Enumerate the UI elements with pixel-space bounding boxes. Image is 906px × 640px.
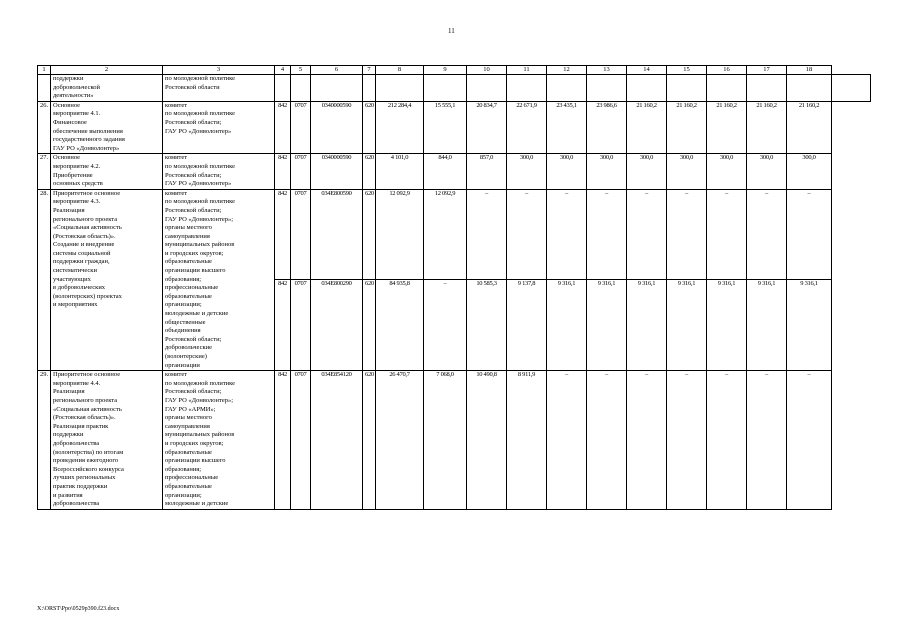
value-cell: 9 316,1 — [587, 280, 627, 371]
value-cell — [747, 75, 787, 102]
value-cell: – — [547, 189, 587, 280]
value-cell: – — [467, 189, 507, 280]
column-header: 17 — [747, 66, 787, 75]
value-cell: 842 — [275, 101, 291, 154]
column-header: 2 — [51, 66, 163, 75]
value-cell: 15 555,1 — [424, 101, 467, 154]
value-cell: 21 160,2 — [747, 101, 787, 154]
value-cell: – — [547, 371, 587, 510]
row-number: 27. — [38, 154, 51, 189]
column-header: 1 — [38, 66, 51, 75]
value-cell: 20 834,7 — [467, 101, 507, 154]
value-cell: 620 — [363, 371, 376, 510]
value-cell: 300,0 — [547, 154, 587, 189]
value-cell: 21 160,2 — [627, 101, 667, 154]
value-cell — [363, 75, 376, 102]
value-cell: – — [747, 371, 787, 510]
value-cell: 034E854120 — [311, 371, 363, 510]
value-cell: 9 316,1 — [707, 280, 747, 371]
table-row — [38, 101, 871, 154]
value-cell: 844,0 — [424, 154, 467, 189]
row-number: 29. — [38, 371, 51, 510]
column-header: 12 — [547, 66, 587, 75]
measure-name: Приоритетное основное мероприятие 4.4. Реализация регионального проекта «Социальная активность (Ростовская область)». Реализация практик поддержки добровольчества (волонтерства) по итогам проведения ежегодного Всероссийского конкурса лучших региональных практик поддержки и развития добровольчества — [51, 371, 163, 510]
executor-cell: по молодежной политике Ростовской области — [163, 75, 275, 102]
table-row — [38, 189, 871, 280]
value-cell: 12 092,9 — [376, 189, 424, 280]
column-header: 14 — [627, 66, 667, 75]
executor-cell: комитет по молодежной политике Ростовской области; ГАУ РО «Донволонтер» — [163, 154, 275, 189]
value-cell: 620 — [363, 189, 376, 280]
value-cell: – — [667, 371, 707, 510]
value-cell — [311, 75, 363, 102]
value-cell: 620 — [363, 280, 376, 371]
table-row — [38, 371, 871, 510]
column-header: 3 — [163, 66, 275, 75]
value-cell: 9 137,8 — [507, 280, 547, 371]
measure-name: Основное мероприятие 4.1. Финансовое обеспечение выполнения государственного задания ГАУ РО «Донволонтер» — [51, 101, 163, 154]
value-cell: 0340000590 — [311, 154, 363, 189]
value-cell: – — [627, 189, 667, 280]
value-cell — [667, 75, 707, 102]
value-cell — [587, 75, 627, 102]
measure-name: поддержки добровольческой деятельности» — [51, 75, 163, 102]
executor-cell: комитет по молодежной политике Ростовской области; ГАУ РО «Донволонтер»; ГАУ РО «АРМИ»; органы местного самоуправления муниципальных районов и городских округов; образовательные организации высшего образования; профессиональные образовательные организации; молодежные и детские — [163, 371, 275, 510]
value-cell — [547, 75, 587, 102]
value-cell: 8 911,9 — [507, 371, 547, 510]
page-number: 11 — [448, 27, 455, 35]
value-cell: 23 986,6 — [587, 101, 627, 154]
value-cell: 212 284,4 — [376, 101, 424, 154]
value-cell: – — [707, 189, 747, 280]
value-cell: 9 316,1 — [627, 280, 667, 371]
column-header: 8 — [376, 66, 424, 75]
value-cell: 9 316,1 — [787, 280, 832, 371]
value-cell: – — [787, 371, 832, 510]
value-cell: 0707 — [291, 280, 311, 371]
value-cell — [376, 75, 424, 102]
value-cell: 300,0 — [707, 154, 747, 189]
value-cell: – — [507, 189, 547, 280]
executor-cell: комитет по молодежной политике Ростовской области; ГАУ РО «Донволонтер» — [163, 101, 275, 154]
value-cell: 0707 — [291, 189, 311, 280]
value-cell: 26 470,7 — [376, 371, 424, 510]
value-cell — [507, 75, 547, 102]
value-cell: 9 316,1 — [547, 280, 587, 371]
value-cell: 84 935,8 — [376, 280, 424, 371]
value-cell: – — [627, 371, 667, 510]
value-cell: – — [707, 371, 747, 510]
value-cell: 034E800590 — [311, 189, 363, 280]
column-header: 18 — [787, 66, 832, 75]
value-cell — [787, 75, 832, 102]
measure-name: Приоритетное основное мероприятие 4.3. Реализация регионального проекта «Социальная активность (Ростовская область)». Создание и внедрение системы социальной поддержки граждан, систематически участвующих в добровольческих (волонтерских) проектах и мероприятиях — [51, 189, 163, 370]
table-row — [38, 75, 871, 102]
column-header: 9 — [424, 66, 467, 75]
value-cell: – — [587, 189, 627, 280]
column-header: 16 — [707, 66, 747, 75]
column-number-row — [38, 66, 871, 75]
value-cell — [275, 75, 291, 102]
value-cell: – — [787, 189, 832, 280]
value-cell: 620 — [363, 101, 376, 154]
value-cell: 300,0 — [667, 154, 707, 189]
value-cell: 0707 — [291, 101, 311, 154]
value-cell: 10 585,3 — [467, 280, 507, 371]
row-number: 26. — [38, 101, 51, 154]
value-cell: 9 316,1 — [667, 280, 707, 371]
value-cell: 7 068,0 — [424, 371, 467, 510]
column-header: 15 — [667, 66, 707, 75]
value-cell: 300,0 — [787, 154, 832, 189]
value-cell: 23 435,1 — [547, 101, 587, 154]
value-cell: 300,0 — [507, 154, 547, 189]
executor-cell: комитет по молодежной политике Ростовской области; ГАУ РО «Донволонтер»; органы местного самоуправления муниципальных районов и городских округов; образовательные организации высшего образования; профессиональные образовательные организации; молодежные и детские общественные объединения Ростовской области; добровольческие (волонтерские) организации — [163, 189, 275, 370]
value-cell: 300,0 — [747, 154, 787, 189]
value-cell: 300,0 — [627, 154, 667, 189]
value-cell: 842 — [275, 154, 291, 189]
value-cell: 12 092,9 — [424, 189, 467, 280]
value-cell — [627, 75, 667, 102]
value-cell: – — [667, 189, 707, 280]
value-cell: 842 — [275, 371, 291, 510]
value-cell: 4 101,0 — [376, 154, 424, 189]
value-cell — [291, 75, 311, 102]
value-cell: – — [424, 280, 467, 371]
table-row — [38, 154, 871, 189]
column-header: 13 — [587, 66, 627, 75]
value-cell — [707, 75, 747, 102]
column-header: 10 — [467, 66, 507, 75]
row-number — [38, 75, 51, 102]
budget-table — [37, 65, 871, 510]
value-cell: 22 671,9 — [507, 101, 547, 154]
column-header: 7 — [363, 66, 376, 75]
column-header: 11 — [507, 66, 547, 75]
value-cell: 0340000590 — [311, 101, 363, 154]
value-cell — [424, 75, 467, 102]
measure-name: Основное мероприятие 4.2. Приобретение основных средств — [51, 154, 163, 189]
value-cell: – — [747, 189, 787, 280]
value-cell: 21 160,2 — [667, 101, 707, 154]
value-cell: 10 490,8 — [467, 371, 507, 510]
column-header: 6 — [311, 66, 363, 75]
footer-file-path: X:\ORST\Ppo\0529p390.f23.docx — [37, 606, 120, 612]
value-cell: 21 160,2 — [787, 101, 832, 154]
column-header: 5 — [291, 66, 311, 75]
value-cell: 9 316,1 — [747, 280, 787, 371]
value-cell: 620 — [363, 154, 376, 189]
value-cell: 842 — [275, 189, 291, 280]
value-cell: 842 — [275, 280, 291, 371]
value-cell: 0707 — [291, 371, 311, 510]
column-header: 4 — [275, 66, 291, 75]
value-cell: 300,0 — [587, 154, 627, 189]
value-cell: 857,0 — [467, 154, 507, 189]
value-cell: 21 160,2 — [707, 101, 747, 154]
value-cell: 0707 — [291, 154, 311, 189]
value-cell: – — [587, 371, 627, 510]
value-cell: 034E800290 — [311, 280, 363, 371]
value-cell — [832, 75, 871, 102]
value-cell — [467, 75, 507, 102]
row-number: 28. — [38, 189, 51, 370]
